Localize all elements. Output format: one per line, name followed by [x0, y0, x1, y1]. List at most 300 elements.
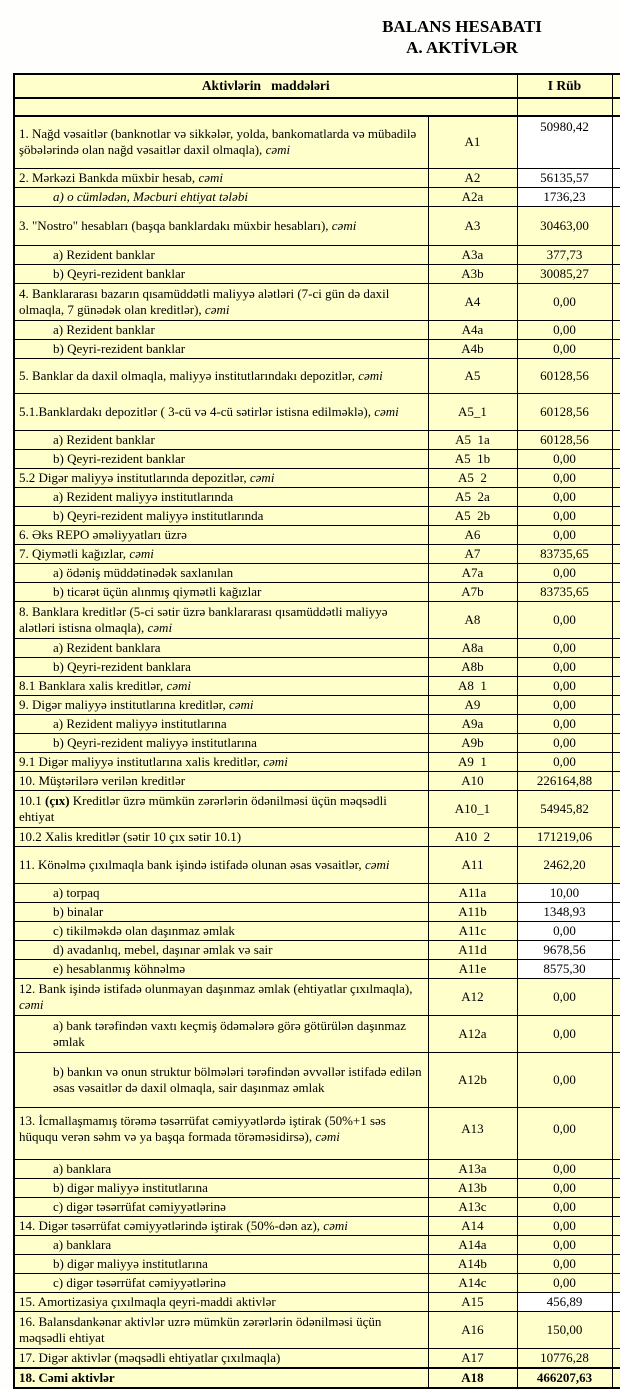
item-code-cell: A3 [428, 206, 517, 245]
item-label-segment: 4. Banklararası bazarın qısamüddətli maliyyə alətləri (7-ci gün də daxil olmaqla, 7 günədək olan kreditlər), [19, 285, 390, 317]
table-row [14, 714, 620, 733]
table-edge-cell [612, 1235, 620, 1254]
item-label-segment: a) ödəniş müddətinədək saxlanılan [53, 564, 234, 580]
item-label-cell [14, 206, 428, 245]
item-code-cell: A5 [428, 358, 517, 393]
item-label-cell [14, 1159, 428, 1178]
table-edge-cell [612, 1254, 620, 1273]
table-row [14, 1159, 620, 1178]
item-label-segment: a) o cümlədən, Məcburi ehtiyat tələbi [53, 188, 248, 204]
item-label-segment: b) digər maliyyə institutlarına [53, 1179, 208, 1195]
item-value-cell: 30463,00 [517, 206, 612, 245]
table-row [14, 582, 620, 601]
item-label-segment: 15. Amortizasiya çıxılmaqla qeyri-maddi aktivlər [19, 1293, 276, 1309]
item-label-segment: cəmi [129, 545, 154, 561]
item-label-cell [14, 116, 428, 168]
item-label-cell [14, 752, 428, 771]
item-value-cell: 0,00 [517, 752, 612, 771]
item-code-cell: A5 2 [428, 468, 517, 487]
item-label-segment: b) digər maliyyə institutlarına [53, 1255, 208, 1271]
table-edge-cell [612, 771, 620, 790]
table-row [14, 1368, 620, 1388]
items-column-header: Aktivlərin maddələri [14, 74, 517, 98]
item-label-segment: d) avadanlıq, mebel, daşınar əmlak və sair [53, 941, 273, 957]
table-row [14, 1216, 620, 1235]
item-code-cell: A10 2 [428, 827, 517, 846]
item-label-segment: 11. Könəlmə çıxılmaqla bank işində istifadə olunan əsas vəsaitlər, [19, 856, 365, 872]
item-code-cell: A14c [428, 1273, 517, 1292]
item-label-segment: 5. Banklar da daxil olmaqla, maliyyə institutlarındakı depozitlər, [19, 367, 359, 383]
item-label-segment: cəmi [166, 677, 192, 693]
table-row [14, 1178, 620, 1197]
table-edge-cell [612, 902, 620, 921]
table-header-row [14, 74, 620, 98]
table-edge-cell [612, 676, 620, 695]
item-value-cell: 0,00 [517, 1216, 612, 1235]
item-value-cell: 0,00 [517, 1178, 612, 1197]
item-code-cell: A11e [428, 959, 517, 978]
table-edge-cell [612, 358, 620, 393]
item-code-cell: A13c [428, 1197, 517, 1216]
item-code-cell: A5_1 [428, 393, 517, 430]
table-edge-cell [612, 978, 620, 1015]
table-row [14, 245, 620, 264]
item-code-cell: A12b [428, 1052, 517, 1107]
table-edge-cell [612, 1015, 620, 1052]
item-label-segment: a) banklara [53, 1160, 112, 1176]
item-label-cell [14, 264, 428, 283]
item-code-cell: A1 [428, 116, 517, 168]
item-value-cell: 0,00 [517, 1107, 612, 1159]
item-label-cell [14, 676, 428, 695]
item-code-cell: A9 1 [428, 752, 517, 771]
table-row [14, 657, 620, 676]
item-value-cell: 10,00 [517, 883, 612, 902]
table-edge-cell [612, 206, 620, 245]
table-edge-cell [612, 1273, 620, 1292]
item-value-cell: 60128,56 [517, 430, 612, 449]
table-edge-cell [612, 245, 620, 264]
item-label-segment: cəmi [265, 142, 291, 158]
edge-column-header [612, 74, 620, 98]
table-edge-cell [612, 264, 620, 283]
page-title [0, 0, 620, 58]
table-row [14, 940, 620, 959]
item-label-segment: 12. Bank işində istifadə olunmayan daşınmaz əmlak (ehtiyatlar çıxılmaqla), [19, 980, 413, 996]
item-value-cell: 0,00 [517, 563, 612, 582]
item-value-cell: 0,00 [517, 283, 612, 320]
item-label-cell [14, 1216, 428, 1235]
table-row [14, 1292, 620, 1311]
item-label-segment: cəmi [263, 753, 288, 769]
item-code-cell: A2 [428, 168, 517, 187]
item-code-cell: A13 [428, 1107, 517, 1159]
item-label-segment: cəmi [374, 403, 399, 419]
table-edge-cell [612, 752, 620, 771]
item-label-cell [14, 1368, 428, 1388]
table-row [14, 358, 620, 393]
item-value-cell: 0,00 [517, 695, 612, 714]
item-value-cell: 466207,63 [517, 1368, 612, 1388]
item-label-segment: cəmi [358, 367, 383, 383]
item-code-cell: A9 [428, 695, 517, 714]
item-label-segment: a) Rezident banklar [53, 431, 155, 447]
item-value-cell: 2462,20 [517, 846, 612, 883]
item-value-cell: 10776,28 [517, 1348, 612, 1368]
table-row [14, 320, 620, 339]
table-edge-cell [612, 1159, 620, 1178]
item-label-segment: cəmi [204, 301, 230, 317]
item-value-cell: 0,00 [517, 1235, 612, 1254]
item-label-segment: b) Qeyri-rezident banklar [53, 340, 186, 356]
item-label-cell [14, 638, 428, 657]
item-label-segment: 2. Mərkəzi Bankda müxbir hesab, [19, 169, 199, 185]
table-edge-cell [612, 1107, 620, 1159]
item-code-cell: A9a [428, 714, 517, 733]
item-label-cell [14, 1273, 428, 1292]
item-label-cell [14, 468, 428, 487]
item-code-cell: A6 [428, 525, 517, 544]
spacer-cell [612, 98, 620, 116]
table-row [14, 168, 620, 187]
item-label-segment: 1. Nağd vəsaitlər (banknotlar və sikkələr, yolda, bankomatlarda və mübadilə şöbələrində olan nağd vəsaitlər daxil olmaqla), [19, 126, 417, 158]
item-value-cell: 150,00 [517, 1311, 612, 1348]
table-row [14, 902, 620, 921]
table-edge-cell [612, 339, 620, 358]
table-row [14, 430, 620, 449]
table-row [14, 827, 620, 846]
table-row [14, 544, 620, 563]
item-label-cell [14, 1052, 428, 1107]
table-edge-cell [612, 430, 620, 449]
table-edge-cell [612, 168, 620, 187]
item-value-cell: 0,00 [517, 468, 612, 487]
item-value-cell: 50980,42 [517, 116, 612, 168]
table-edge-cell [612, 846, 620, 883]
item-label-segment: b) ticarət üçün alınmış qiymətli kağızlar [53, 583, 262, 599]
item-label-cell [14, 1348, 428, 1368]
item-label-segment: a) bank tərəfindən vaxtı keçmiş ödəmələrə görə götürülən daşınmaz əmlak [53, 1017, 407, 1049]
item-value-cell: 0,00 [517, 339, 612, 358]
item-code-cell: A7a [428, 563, 517, 582]
table-row [14, 752, 620, 771]
item-label-segment: cəmi [19, 996, 44, 1012]
table-row [14, 393, 620, 430]
table-edge-cell [612, 1348, 620, 1368]
item-code-cell: A5 1b [428, 449, 517, 468]
item-label-cell [14, 1107, 428, 1159]
item-code-cell: A7b [428, 582, 517, 601]
item-label-cell [14, 339, 428, 358]
table-row [14, 1254, 620, 1273]
item-label-cell [14, 320, 428, 339]
table-edge-cell [612, 959, 620, 978]
item-value-cell: 0,00 [517, 1273, 612, 1292]
item-label-segment: cəmi [323, 1217, 348, 1233]
item-label-cell [14, 449, 428, 468]
item-label-segment: cəmi [228, 696, 254, 712]
item-label-segment: a) Rezident banklara [53, 639, 161, 655]
table-edge-cell [612, 487, 620, 506]
table-row [14, 525, 620, 544]
table-row [14, 1107, 620, 1159]
item-code-cell: A8b [428, 657, 517, 676]
report-subtitle: A. AKTİVLƏR [406, 38, 518, 57]
item-value-cell: 456,89 [517, 1292, 612, 1311]
item-label-segment: a) Rezident maliyyə institutlarına [53, 715, 227, 731]
item-code-cell: A3b [428, 264, 517, 283]
item-value-cell: 0,00 [517, 320, 612, 339]
item-value-cell: 0,00 [517, 1015, 612, 1052]
item-label-cell [14, 506, 428, 525]
item-code-cell: A8 1 [428, 676, 517, 695]
table-edge-cell [612, 449, 620, 468]
item-label-cell [14, 601, 428, 638]
item-value-cell: 56135,57 [517, 168, 612, 187]
table-edge-cell [612, 563, 620, 582]
item-label-segment: b) bankın və onun struktur bölmələri tərəfindən əvvəllər istifadə edilən əsas vəsaitlər də daxil olmaqla, sair daşınmaz əmlak [53, 1063, 422, 1095]
table-edge-cell [612, 657, 620, 676]
item-label-cell [14, 1178, 428, 1197]
item-code-cell: A4a [428, 320, 517, 339]
table-row [14, 959, 620, 978]
table-edge-cell [612, 468, 620, 487]
item-label-segment: (çıx) [45, 792, 70, 808]
item-label-cell [14, 283, 428, 320]
table-edge-cell [612, 1311, 620, 1348]
table-row [14, 563, 620, 582]
item-label-cell [14, 1197, 428, 1216]
item-label-segment: cəmi [331, 217, 357, 233]
item-label-segment: Kreditlər üzrə mümkün zərərlərin ödənilməsi üçün məqsədli ehtiyat [19, 792, 387, 824]
period-column-header: I Rüb [517, 74, 612, 98]
item-label-cell [14, 695, 428, 714]
item-label-cell [14, 430, 428, 449]
item-label-cell [14, 1015, 428, 1052]
item-code-cell: A12a [428, 1015, 517, 1052]
table-row [14, 206, 620, 245]
spacer-cell [14, 98, 517, 116]
table-edge-cell [612, 506, 620, 525]
report-title: BALANS HESABATI [382, 17, 542, 36]
item-value-cell: 9678,56 [517, 940, 612, 959]
item-value-cell: 0,00 [517, 676, 612, 695]
item-value-cell: 54945,82 [517, 790, 612, 827]
item-label-cell [14, 978, 428, 1015]
item-label-segment: 6. Əks REPO əməliyyatları üzrə [19, 526, 187, 542]
item-label-cell [14, 902, 428, 921]
item-value-cell: 0,00 [517, 525, 612, 544]
table-edge-cell [612, 790, 620, 827]
table-edge-cell [612, 1216, 620, 1235]
item-value-cell: 0,00 [517, 1254, 612, 1273]
table-row [14, 339, 620, 358]
item-value-cell: 60128,56 [517, 393, 612, 430]
item-label-segment: cəmi [249, 469, 275, 485]
item-label-segment: 17. Digər aktivlər (məqsədli ehtiyatlar çıxılmaqla) [19, 1349, 281, 1365]
table-row [14, 883, 620, 902]
table-edge-cell [612, 1197, 620, 1216]
item-label-segment: cəmi [147, 619, 173, 635]
table-row [14, 1311, 620, 1348]
item-label-segment: 10.1 [19, 792, 45, 808]
item-label-segment: a) Rezident banklar [53, 246, 155, 262]
item-code-cell: A7 [428, 544, 517, 563]
table-edge-cell [612, 187, 620, 206]
item-code-cell: A11c [428, 921, 517, 940]
item-label-segment: 8.1 Banklara xalis kreditlər, [19, 677, 167, 693]
item-value-cell: 30085,27 [517, 264, 612, 283]
table-row [14, 676, 620, 695]
item-label-cell [14, 714, 428, 733]
item-code-cell: A18 [428, 1368, 517, 1388]
item-label-cell [14, 544, 428, 563]
item-label-segment: 5.2 Digər maliyyə institutlarında depozitlər, [19, 469, 250, 485]
item-label-cell [14, 883, 428, 902]
item-code-cell: A8a [428, 638, 517, 657]
item-label-cell [14, 582, 428, 601]
table-row [14, 1235, 620, 1254]
item-label-segment: b) Qeyri-rezident banklar [53, 265, 186, 281]
item-value-cell: 0,00 [517, 1052, 612, 1107]
item-value-cell: 0,00 [517, 657, 612, 676]
item-value-cell: 226164,88 [517, 771, 612, 790]
table-row [14, 1273, 620, 1292]
table-edge-cell [612, 582, 620, 601]
item-label-segment: cəmi [198, 169, 223, 185]
item-value-cell: 1348,93 [517, 902, 612, 921]
table-edge-cell [612, 544, 620, 563]
item-label-cell [14, 1311, 428, 1348]
header-spacer-row [14, 98, 620, 116]
item-value-cell: 0,00 [517, 978, 612, 1015]
item-label-segment: 7. Qiymətli kağızlar, [19, 545, 130, 561]
spacer-cell [517, 98, 612, 116]
item-label-cell [14, 771, 428, 790]
item-label-segment: 18. Cəmi aktivlər [19, 1369, 115, 1385]
item-code-cell: A14a [428, 1235, 517, 1254]
table-edge-cell [612, 827, 620, 846]
item-label-cell [14, 525, 428, 544]
item-label-segment: b) Qeyri-rezident banklar [53, 450, 186, 466]
item-value-cell: 8575,30 [517, 959, 612, 978]
item-label-cell [14, 1292, 428, 1311]
table-edge-cell [612, 601, 620, 638]
item-label-cell [14, 657, 428, 676]
table-edge-cell [612, 1052, 620, 1107]
item-value-cell: 0,00 [517, 601, 612, 638]
item-code-cell: A15 [428, 1292, 517, 1311]
table-row [14, 487, 620, 506]
item-label-cell [14, 733, 428, 752]
item-code-cell: A12 [428, 978, 517, 1015]
table-edge-cell [612, 1292, 620, 1311]
item-value-cell: 0,00 [517, 487, 612, 506]
table-row [14, 733, 620, 752]
item-label-segment: a) torpaq [53, 884, 100, 900]
table-edge-cell [612, 638, 620, 657]
table-row [14, 695, 620, 714]
item-code-cell: A13a [428, 1159, 517, 1178]
item-code-cell: A5 2b [428, 506, 517, 525]
item-value-cell: 0,00 [517, 733, 612, 752]
item-label-cell [14, 921, 428, 940]
table-edge-cell [612, 714, 620, 733]
item-label-segment: 10.2 Xalis kreditlər (sətir 10 çıx sətir 10.1) [19, 828, 242, 844]
item-value-cell: 60128,56 [517, 358, 612, 393]
item-value-cell: 1736,23 [517, 187, 612, 206]
table-row [14, 790, 620, 827]
item-value-cell: 83735,65 [517, 582, 612, 601]
item-code-cell: A11d [428, 940, 517, 959]
table-edge-cell [612, 940, 620, 959]
item-label-cell [14, 1235, 428, 1254]
item-label-cell [14, 358, 428, 393]
table-edge-cell [612, 283, 620, 320]
item-label-cell [14, 1254, 428, 1273]
table-row [14, 264, 620, 283]
table-row [14, 1052, 620, 1107]
table-row [14, 978, 620, 1015]
item-label-segment: 16. Balansdankənar aktivlər uzrə mümkün zərərlərin ödənilməsi üçün məqsədli ehtiyat [19, 1313, 382, 1345]
item-code-cell: A11a [428, 883, 517, 902]
item-code-cell: A3a [428, 245, 517, 264]
item-code-cell: A14 [428, 1216, 517, 1235]
table-edge-cell [612, 695, 620, 714]
item-code-cell: A16 [428, 1311, 517, 1348]
item-code-cell: A8 [428, 601, 517, 638]
table-row [14, 601, 620, 638]
item-label-segment: b) Qeyri-rezident maliyyə institutlarına [53, 734, 257, 750]
table-row [14, 449, 620, 468]
item-code-cell: A9b [428, 733, 517, 752]
table-row [14, 506, 620, 525]
item-value-cell: 0,00 [517, 506, 612, 525]
item-value-cell: 0,00 [517, 1197, 612, 1216]
table-row [14, 1015, 620, 1052]
table-row [14, 116, 620, 168]
table-edge-cell [612, 883, 620, 902]
item-label-segment: 3. "Nostro" hesabları (başqa banklardakı müxbir hesabları), [19, 217, 332, 233]
item-label-segment: b) Qeyri-rezident maliyyə institutlarında [53, 507, 264, 523]
table-row [14, 638, 620, 657]
table-row [14, 1197, 620, 1216]
item-label-segment: 8. Banklara kreditlər (5-ci sətir üzrə banklararası qısamüddətli maliyyə alətləri istisna olmaqla), [19, 603, 388, 635]
item-label-segment: c) digər təsərrüfat cəmiyyətlərinə [53, 1198, 226, 1214]
item-value-cell: 377,73 [517, 245, 612, 264]
item-code-cell: A10_1 [428, 790, 517, 827]
item-label-segment: cəmi [315, 1128, 340, 1144]
item-label-segment: cəmi [364, 856, 390, 872]
item-label-cell [14, 487, 428, 506]
item-value-cell: 0,00 [517, 1159, 612, 1178]
table-row [14, 846, 620, 883]
item-label-segment: b) binalar [53, 903, 104, 919]
item-code-cell: A10 [428, 771, 517, 790]
item-value-cell: 171219,06 [517, 827, 612, 846]
item-code-cell: A14b [428, 1254, 517, 1273]
item-label-segment: c) digər təsərrüfat cəmiyyətlərinə [53, 1274, 226, 1290]
item-label-cell [14, 846, 428, 883]
item-code-cell: A11 [428, 846, 517, 883]
table-body [14, 116, 620, 1388]
item-label-cell [14, 168, 428, 187]
table-edge-cell [612, 733, 620, 752]
item-code-cell: A4 [428, 283, 517, 320]
item-label-segment: a) banklara [53, 1236, 112, 1252]
table-row [14, 771, 620, 790]
table-edge-cell [612, 921, 620, 940]
